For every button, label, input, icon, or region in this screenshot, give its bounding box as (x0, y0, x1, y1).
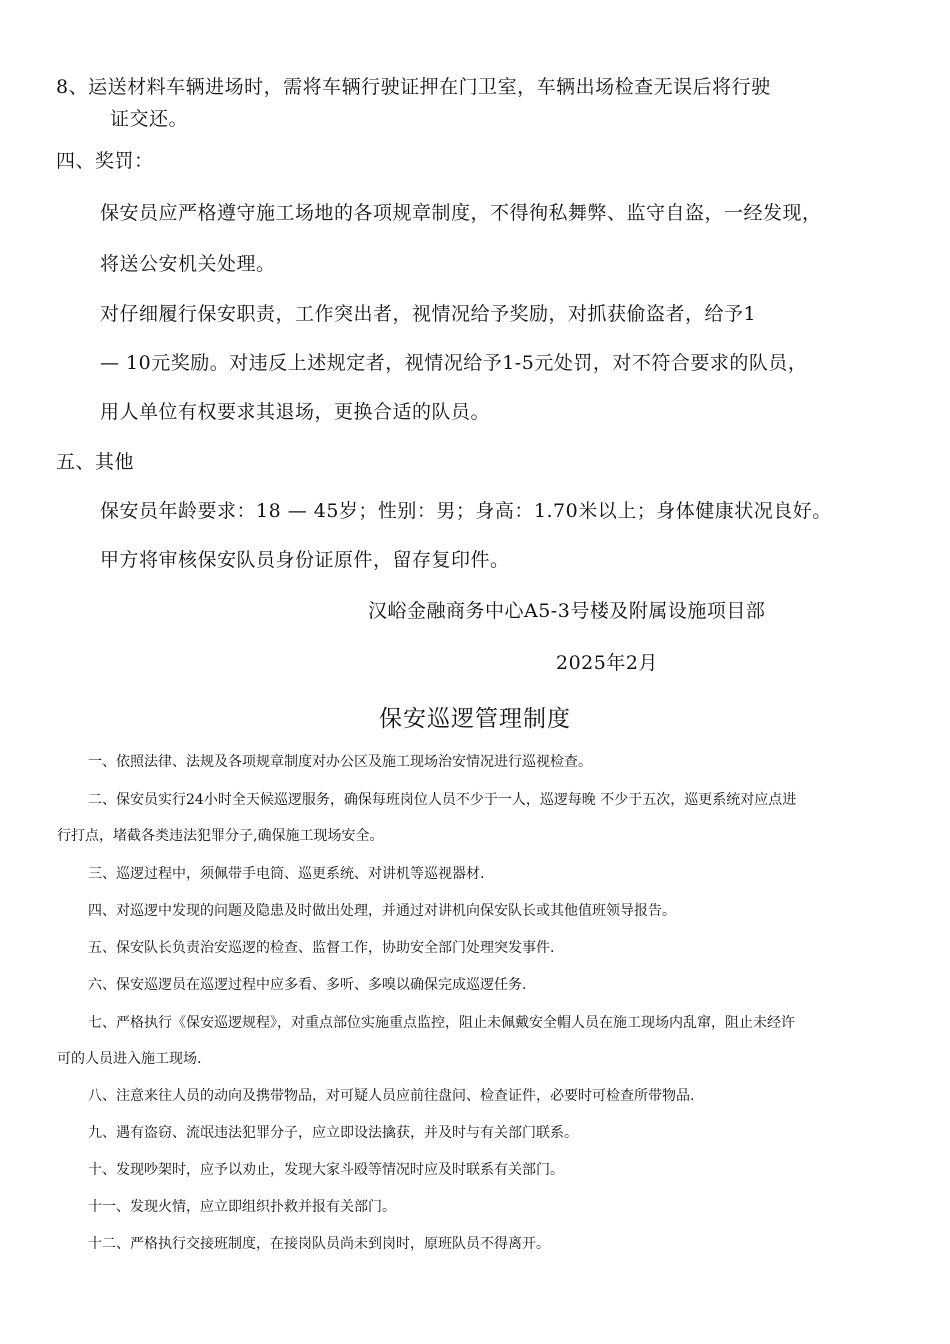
rule-6: 六、保安巡逻员在巡逻过程中应多看、多听、多嗅以确保完成巡逻任务. (88, 977, 527, 993)
rule-11: 十一、发现火情，应立即组织扑救并报有关部门。 (88, 1199, 396, 1215)
section-4-para-1-line-2: 将送公安机关处理。 (100, 253, 276, 275)
rule-7-line-2: 可的人员进入施工现场. (57, 1051, 202, 1067)
section-5-heading: 五、其他 (56, 451, 135, 473)
rule-2-line-1: 二、保安员实行24小时全天候巡逻服务，确保每班岗位人员不少于一人，巡逻每晚 不少于五次，巡更系统对应点进 (88, 792, 797, 808)
signature-org: 汉峪金融商务中心A5-3号楼及附属设施项目部 (368, 600, 766, 622)
signature-date: 2025年2月 (556, 652, 658, 674)
section-4-heading: 四、奖罚： (56, 150, 154, 172)
rule-1: 一、依照法律、法规及各项规章制度对办公区及施工现场治安情况进行巡视检查。 (88, 754, 592, 770)
rule-4: 四、对巡逻中发现的问题及隐患及时做出处理，并通过对讲机向保安队长或其他值班领导报告。 (88, 903, 676, 919)
section-4-para-2-line-2: — 10元奖励。对违反上述规定者，视情况给予1-5元处罚，对不符合要求的队员， (100, 352, 808, 374)
rule-12: 十二、严格执行交接班制度，在接岗队员尚未到岗时，原班队员不得离开。 (88, 1236, 550, 1252)
rule-3: 三、巡逻过程中，须佩带手电筒、巡更系统、对讲机等巡视器材. (88, 866, 485, 882)
patrol-title: 保安巡逻管理制度 (379, 706, 571, 732)
section-4-para-2-line-3: 用人单位有权要求其退场，更换合适的队员。 (100, 401, 491, 423)
rule-2-line-2: 行打点，堵截各类违法犯罪分子,确保施工现场安全。 (57, 828, 384, 844)
section-5-para-1: 保安员年龄要求：18 — 45岁；性别：男；身高：1.70米以上；身体健康状况良好。 (100, 500, 832, 522)
rule-10: 十、发现吵架时，应予以劝止，发现大家斗殴等情况时应及时联系有关部门。 (88, 1162, 564, 1178)
section-5-para-2: 甲方将审核保安队员身份证原件，留存复印件。 (100, 549, 510, 571)
item-8-line-1: 8、运送材料车辆进场时，需将车辆行驶证押在门卫室，车辆出场检查无误后将行驶 (56, 76, 771, 98)
rule-9: 九、遇有盗窃、流氓违法犯罪分子，应立即设法擒获，并及时与有关部门联系。 (88, 1125, 578, 1141)
rule-5: 五、保安队长负责治安巡逻的检查、监督工作，协助安全部门处理突发事件. (88, 940, 555, 956)
rule-7-line-1: 七、严格执行《保安巡逻规程》，对重点部位实施重点监控，阻止未佩戴安全帽人员在施工现场内乱窜，阻止未经许 (88, 1015, 795, 1031)
section-4-para-1-line-1: 保安员应严格遵守施工场地的各项规章制度，不得徇私舞弊、监守自盗，一经发现， (100, 202, 822, 224)
rule-8: 八、注意来往人员的动向及携带物品，对可疑人员应前往盘问、检查证件，必要时可检查所带物品. (88, 1088, 695, 1104)
item-8-line-2: 证交还。 (110, 108, 189, 130)
section-4-para-2-line-1: 对仔细履行保安职责，工作突出者，视情况给予奖励，对抓获偷盗者，给予1 (100, 303, 757, 325)
